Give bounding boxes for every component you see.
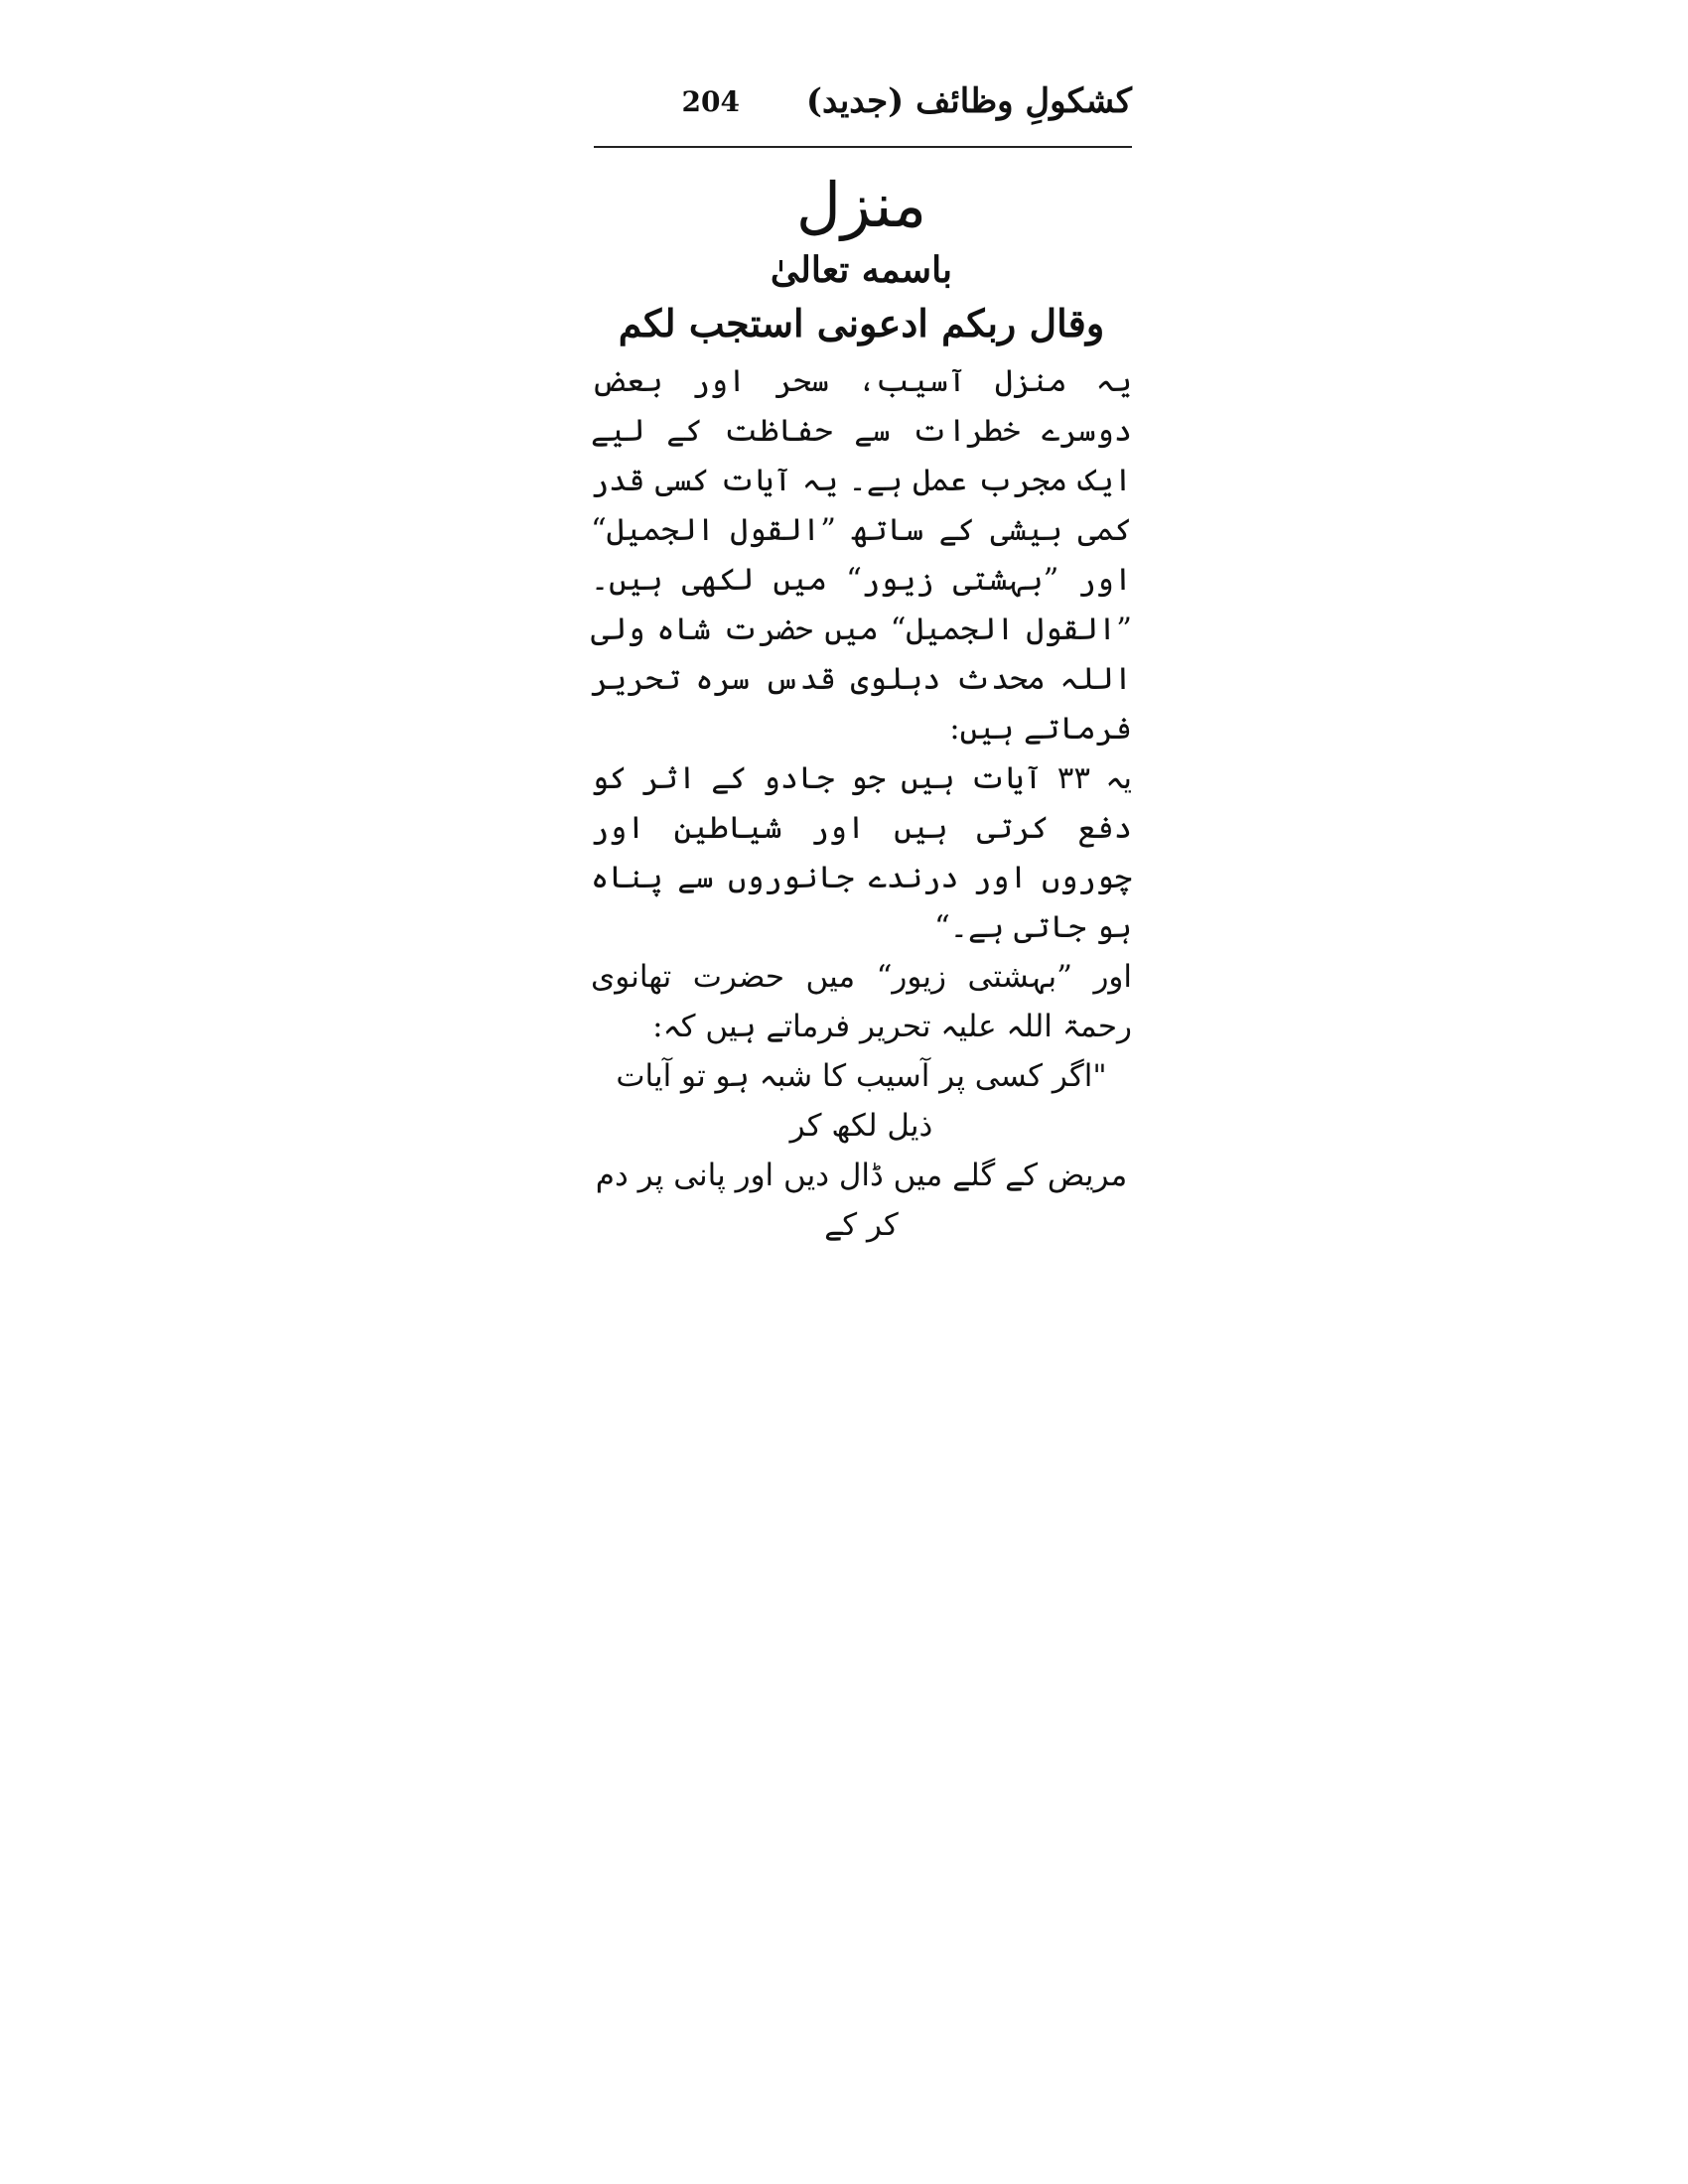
page-body: [591, 167, 1132, 1250]
reference-paragraph: اور ”بہشتی زیور“ میں حضرت تھانوی رحمۃ اللہ علیہ تحریر فرماتے ہیں کہ:: [591, 958, 1132, 1044]
section-subtitle: باسمه تعالیٰ: [770, 248, 953, 291]
section-title: منزل: [795, 169, 927, 241]
verse-line: وقال ربکم ادعونی استجب لکم: [618, 300, 1105, 345]
quoted-paragraph: یہ ۳۳ آیات ہیں جو جادو کے اثر کو دفع کرتی ہیں اور شیاطین اور چوروں اور درندے جانوروں سے پناہ ہو جاتی ہے۔“: [591, 759, 1132, 945]
intro-paragraph: یہ منزل آسیب، سحر اور بعض دوسرے خطرات سے حفاظت کے لیے ایک مجرب عمل ہے۔ یہ آیات کسی قدر کمی بیشی کے ساتھ ”القول الجمیل“ اور ”بہشتی زیور“ میں لکھی ہیں۔ ”القول الجمیل“ میں حضرت شاہ ولی اللہ محدث دہلوی قدس سرہ تحریر فرماتے ہیں:: [591, 362, 1132, 747]
book-title: کشکولِ وظائف (جدید): [805, 81, 1132, 121]
quote-line-2: مریض کے گلے میں ڈال دیں اور پانی پر دم کر کے: [595, 1157, 1128, 1243]
quote-line-1: "اگر کسی پر آسیب کا شبہ ہو تو آیات ذیل لکھ کر: [616, 1057, 1107, 1144]
page-header: [591, 77, 1132, 137]
header-divider: [594, 146, 1132, 148]
page-number: 204: [681, 85, 740, 118]
